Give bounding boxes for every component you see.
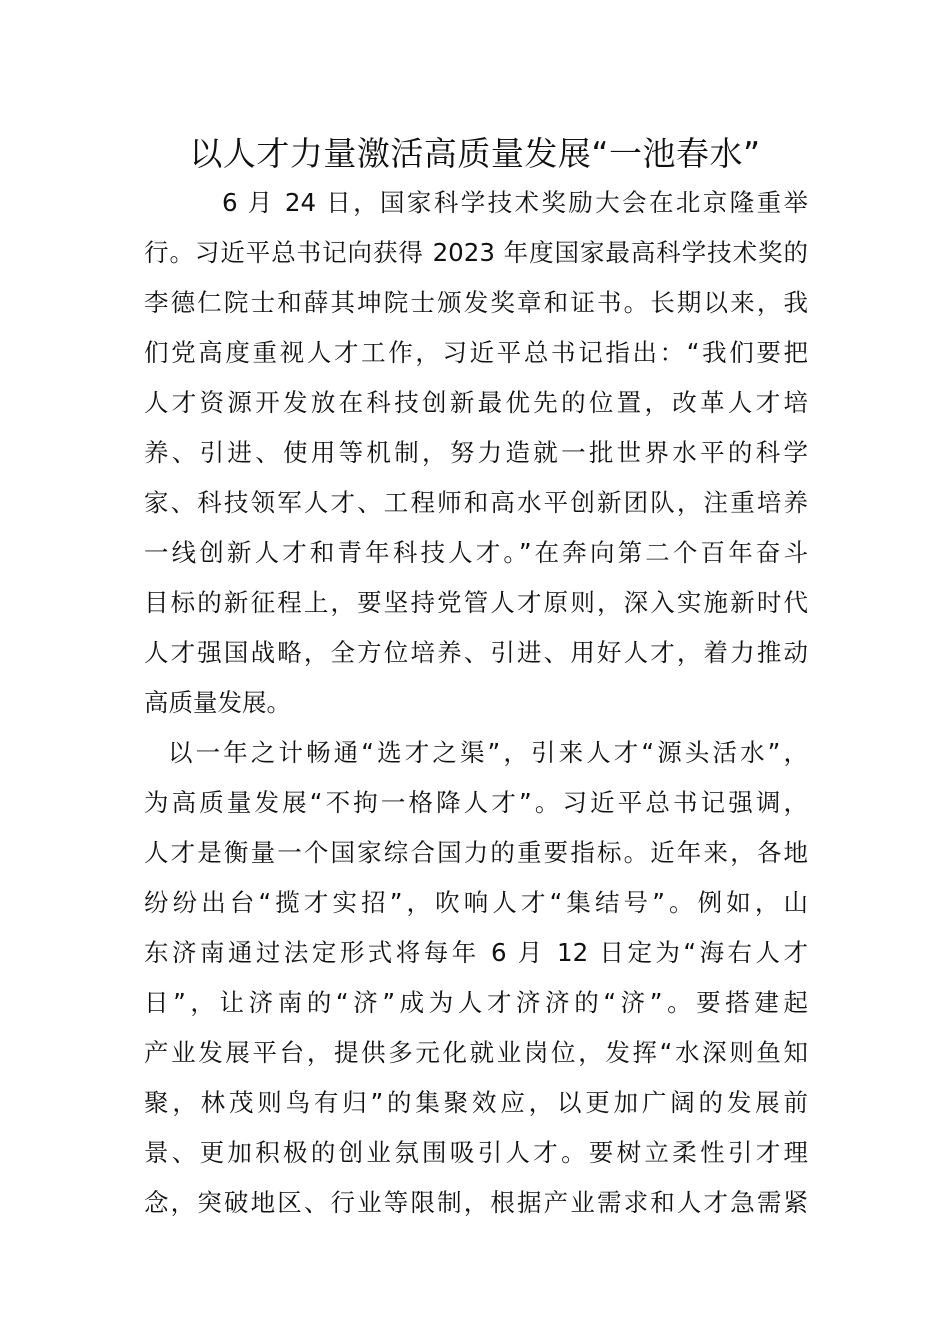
paragraph-line: 李德仁院士和薛其坤院士颁发奖章和证书。长期以来，我 [144, 288, 808, 317]
paragraph-line: 人才是衡量一个国家综合国力的重要指标。近年来，各地 [144, 838, 808, 867]
paragraph-line: 人才资源开发放在科技创新最优先的位置，改革人才培 [144, 388, 808, 417]
document-body [144, 178, 808, 1228]
paragraph-2 [144, 728, 808, 1228]
paragraph-line: 为高质量发展“不拘一格降人才”。习近平总书记强调， [144, 788, 808, 817]
paragraph-line: 纷纷出台“揽才实招”，吹响人才“集结号”。例如，山 [144, 888, 808, 917]
paragraph-line: 们党高度重视人才工作，习近平总书记指出：“我们要把 [144, 338, 808, 367]
paragraph-line: 景、更加积极的创业氛围吸引人才。要树立柔性引才理 [144, 1138, 808, 1167]
paragraph-line: 以一年之计畅通“选才之渠”，引来人才“源头活水”， [168, 738, 808, 767]
paragraph-line: 日”，让济南的“济”成为人才济济的“济”。要搭建起 [144, 988, 808, 1017]
paragraph-line: 念，突破地区、行业等限制，根据产业需求和人才急需紧 [144, 1188, 808, 1217]
paragraph-line: 养、引进、使用等机制，努力造就一批世界水平的科学 [144, 438, 808, 467]
paragraph-line: 目标的新征程上，要坚持党管人才原则，深入实施新时代 [144, 588, 808, 617]
paragraph-1 [144, 178, 808, 728]
paragraph-line: 聚，林茂则鸟有归”的集聚效应，以更加广阔的发展前 [144, 1088, 808, 1117]
document-title: 以人才力量激活高质量发展“一池春水” [189, 134, 761, 173]
paragraph-line: 行。习近平总书记向获得 2023 年度国家最高科学技术奖的 [144, 238, 808, 267]
paragraph-line: 产业发展平台，提供多元化就业岗位，发挥“水深则鱼知 [144, 1038, 808, 1067]
paragraph-line: 一线创新人才和青年科技人才。”在奔向第二个百年奋斗 [144, 538, 808, 567]
paragraph-line: 家、科技领军人才、工程师和高水平创新团队，注重培养 [144, 488, 808, 517]
paragraph-line: 人才强国战略，全方位培养、引进、用好人才，着力推动 [144, 638, 808, 667]
paragraph-line: 东济南通过法定形式将每年 6 月 12 日定为“海右人才 [144, 938, 808, 967]
paragraph-line: 高质量发展。 [144, 688, 291, 717]
paragraph-line: 6 月 24 日，国家科学技术奖励大会在北京隆重举 [222, 188, 808, 217]
